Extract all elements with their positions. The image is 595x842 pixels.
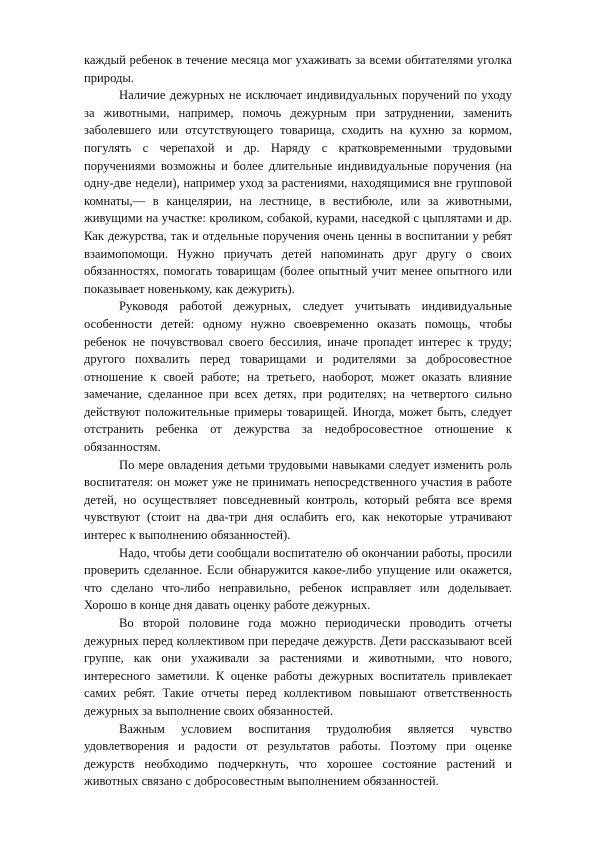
paragraph-duty-reports: Во второй половине года можно периодически проводить отчеты дежурных перед коллективом при передаче дежурств. Дети рассказывают всей группе, как они ухаживали за растениями и животными, что нового, интересного заметили. К оценке работы дежурных воспитатель привлекает самих ребят. Такие отчеты перед коллективом повышают ответственность дежурных за выполнение своих обязанностей. [84, 616, 512, 718]
paragraph-satisfaction: Важным условием воспитания трудолюбия является чувство удовлетворения и радости от результатов работы. Поэтому при оценке дежурств необходимо подчеркнуть, что хорошее состояние растений и животных связано с добросовестным выполнением обязанностей. [84, 721, 512, 789]
paragraph-continuation: каждый ребенок в течение месяца мог ухаживать за всеми обитателями уголка природы. [84, 53, 512, 85]
paragraph-individual-assignments: Наличие дежурных не исключает индивидуальных поручений по уходу за животными, например, помочь дежурным при затруднении, заменить заболевшего или отсутствующего товарища, сходить на кухню за кормом, погулять с черепахой и др. Наряду с кратковременными трудовыми поручениями возможны и более длительные индивидуальные поручения (на одну-две недели), например уход за растениями, находящимися вне групповой комнаты,— в канцелярии, на лестнице, в вестибюле, или за животными, живущими на участке: кроликом, собакой, курами, наседкой с цыплятами и др. Как дежурства, так и отдельные поручения очень ценны в воспитании у ребят взаимопомощи. Нужно приучать детей напоминать друг другу о своих обязанностях, помогать товарищам (более опытный учит менее опытного или показывает новенькому, как дежурить). [84, 88, 512, 296]
document-page [84, 52, 512, 791]
paragraph-teacher-role: По мере овладения детьми трудовыми навыками следует изменить роль воспитателя: он может уже не принимать непосредственного участия в работе детей, но осуществляет повседневный контроль, который ребята все время чувствуют (стоит на два-три дня ослабить его, как некоторые утрачивают интерес к выполнению обязанностей). [84, 457, 512, 543]
paragraph-checking-work: Надо, чтобы дети сообщали воспитателю об окончании работы, просили проверить сделанное. Если обнаружится какое-либо упущение или окажется, что сделано что-либо неправильно, ребенок исправляет или доделывает. Хорошо в конце дня давать оценку работе дежурных. [84, 545, 512, 613]
paragraph-guidance-of-duty: Руководя работой дежурных, следует учитывать индивидуальные особенности детей: одному нужно своевременно оказать помощь, чтобы ребенок не почувствовал своего бессилия, иначе пропадет интерес к труду; другого похвалить перед товарищами и родителями за добросовестное отношение к своей работе; на третьего, наоборот, может оказать влияние замечание, сделанное при всех детях, при родителях; на четвертого сильно действуют положительные примеры товарищей. Иногда, может быть, следует отстранить ребенка от дежурства за недобросовестное отношение к обязанностям. [84, 299, 512, 455]
